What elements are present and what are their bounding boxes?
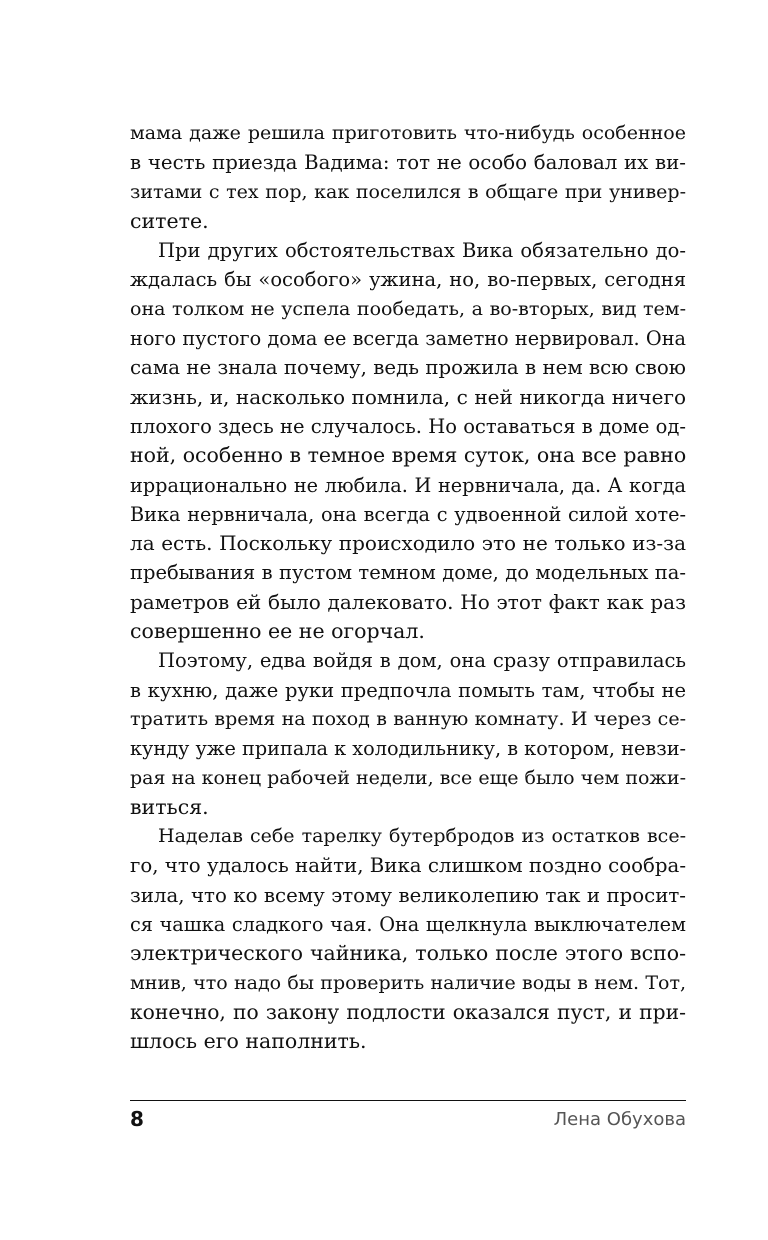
text-line: электрического чайника, только после этого вспо- (130, 941, 686, 966)
text-line: ла есть. Поскольку происходило это не только из-за (130, 531, 686, 556)
text-line: ся чашка сладкого чая. Она щелкнула выключателем (130, 913, 686, 937)
body-text (130, 119, 686, 1057)
text-line: Наделав себе тарелку бутербродов из остатков все- (158, 825, 686, 848)
text-line: пребывания в пустом темном доме, до модельных па- (130, 561, 686, 585)
text-line: мама даже решила приготовить что-нибудь особенное (130, 122, 686, 144)
paragraph (130, 646, 686, 822)
text-line: шлось его наполнить. (130, 1029, 367, 1054)
text-line: конечно, по закону подлости оказался пуст, и при- (130, 999, 686, 1024)
text-line: раметров ей было далековато. Но этот факт как раз (130, 589, 686, 614)
paragraph (130, 119, 686, 236)
text-line: ного пустого дома ее всегда заметно нервировал. Она (130, 327, 686, 351)
text-line: зитами с тех пор, как поселился в общаге при универ- (130, 180, 686, 203)
text-line: рая на конец рабочей недели, все еще было чем пожи- (130, 766, 686, 789)
text-line: При других обстоятельствах Вика обязательно до- (158, 239, 686, 263)
text-line: ситете. (130, 208, 209, 233)
text-line: Вика нервничала, она всегда с удвоенной силой хоте- (130, 502, 686, 526)
text-line: тратить время на поход в ванную комнату. И через се- (130, 707, 686, 730)
text-line: ной, особенно в темное время суток, она все равно (130, 443, 686, 468)
page-number: 8 (130, 1107, 144, 1131)
paragraph (130, 236, 686, 646)
text-line: кунду уже припала к холодильнику, в котором, невзи- (130, 737, 686, 761)
text-line: зила, что ко всему этому великолепию так и просит- (130, 883, 686, 907)
text-line: мнив, что надо бы проверить наличие воды в нем. Тот, (130, 971, 686, 994)
paragraph (130, 822, 686, 1056)
text-line: в честь приезда Вадима: тот не особо баловал их ви- (130, 151, 686, 175)
text-line: в кухню, даже руки предпочла помыть там, чтобы не (130, 678, 686, 702)
text-line: плохого здесь не случалось. Но оставаться в доме од- (130, 414, 686, 438)
text-line: жизнь, и, насколько помнила, с ней никогда ничего (130, 384, 686, 409)
text-line: ждалась бы «особого» ужина, но, во-первых, сегодня (130, 268, 686, 292)
text-line: го, что удалось найти, Вика слишком поздно сообра- (130, 854, 686, 878)
footer-rule (130, 1100, 686, 1101)
text-line: Поэтому, едва войдя в дом, она сразу отправилась (158, 649, 686, 673)
text-line: сама не знала почему, ведь прожила в нем всю свою (130, 356, 686, 380)
text-line: совершенно ее не огорчал. (130, 619, 425, 644)
running-head-author: Лена Обухова (553, 1109, 686, 1130)
text-line: она толком не успела пообедать, а во-вторых, вид тем- (130, 297, 686, 320)
text-line: виться. (130, 794, 209, 819)
text-line: иррационально не любила. И нервничала, да. А когда (130, 473, 686, 497)
